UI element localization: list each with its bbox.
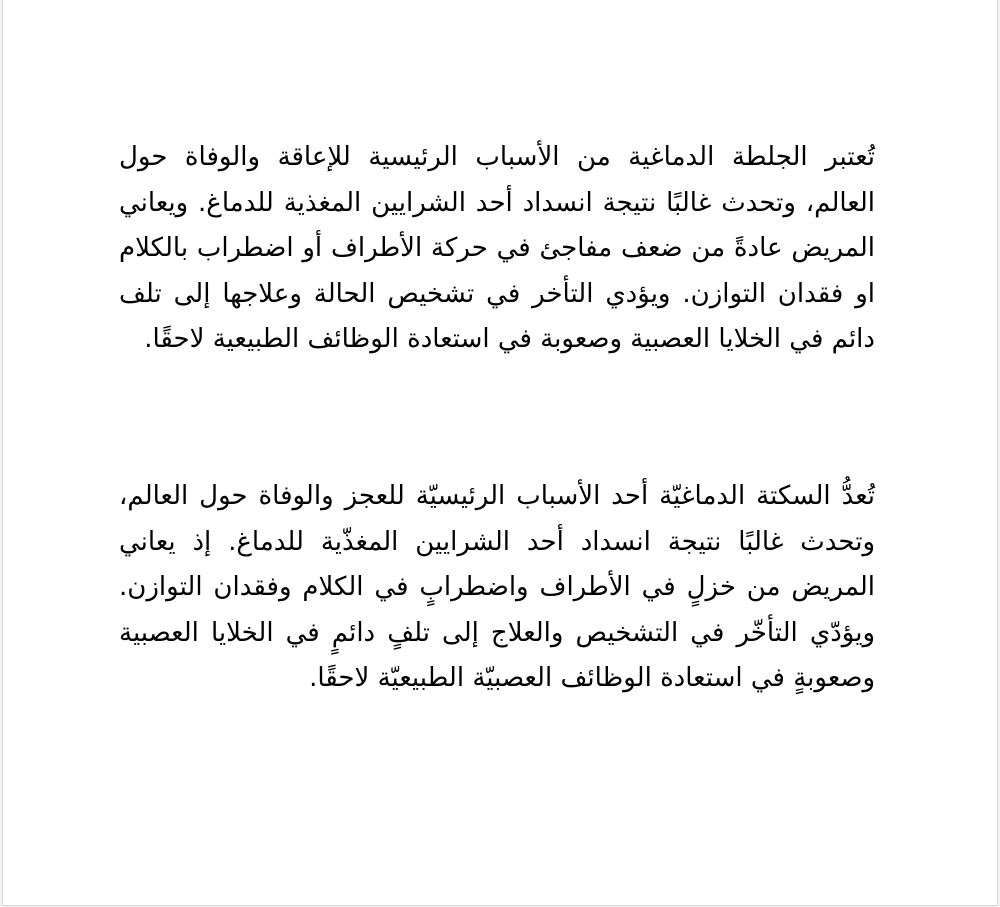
paragraph-stroke-second-version: تُعدُّ السكتة الدماغيّة أحد الأسباب الرئيسيّة للعجز والوفاة حول العالم، وتحدث غالبًا نتيجة انسداد أحد الشرايين المغذّية للدماغ. إذ يعاني المريض من خزلٍ في الأطراف واضطرابٍ في الكلام وفقدان التوازن. ويؤدّي التأخّر في التشخيص والعلاج إلى تلفٍ دائمٍ في الخلايا العصبية وصعوبةٍ في استعادة الوظائف العصبيّة الطبيعيّة لاحقًا. (119, 481, 875, 694)
document-page (2, 0, 998, 906)
paragraph-stroke-first-version: تُعتبر الجلطة الدماغية من الأسباب الرئيسية للإعاقة والوفاة حول العالم، وتحدث غالبًا نتيجة انسداد أحد الشرايين المغذية للدماغ. ويعاني المريض عادةً من ضعف مفاجئ في حركة الأطراف أو اضطراب بالكلام او فقدان التوازن. ويؤدي التأخر في تشخيص الحالة وعلاجها إلى تلف دائم في الخلايا العصبية وصعوبة في استعادة الوظائف الطبيعية لاحقًا. (119, 142, 875, 355)
